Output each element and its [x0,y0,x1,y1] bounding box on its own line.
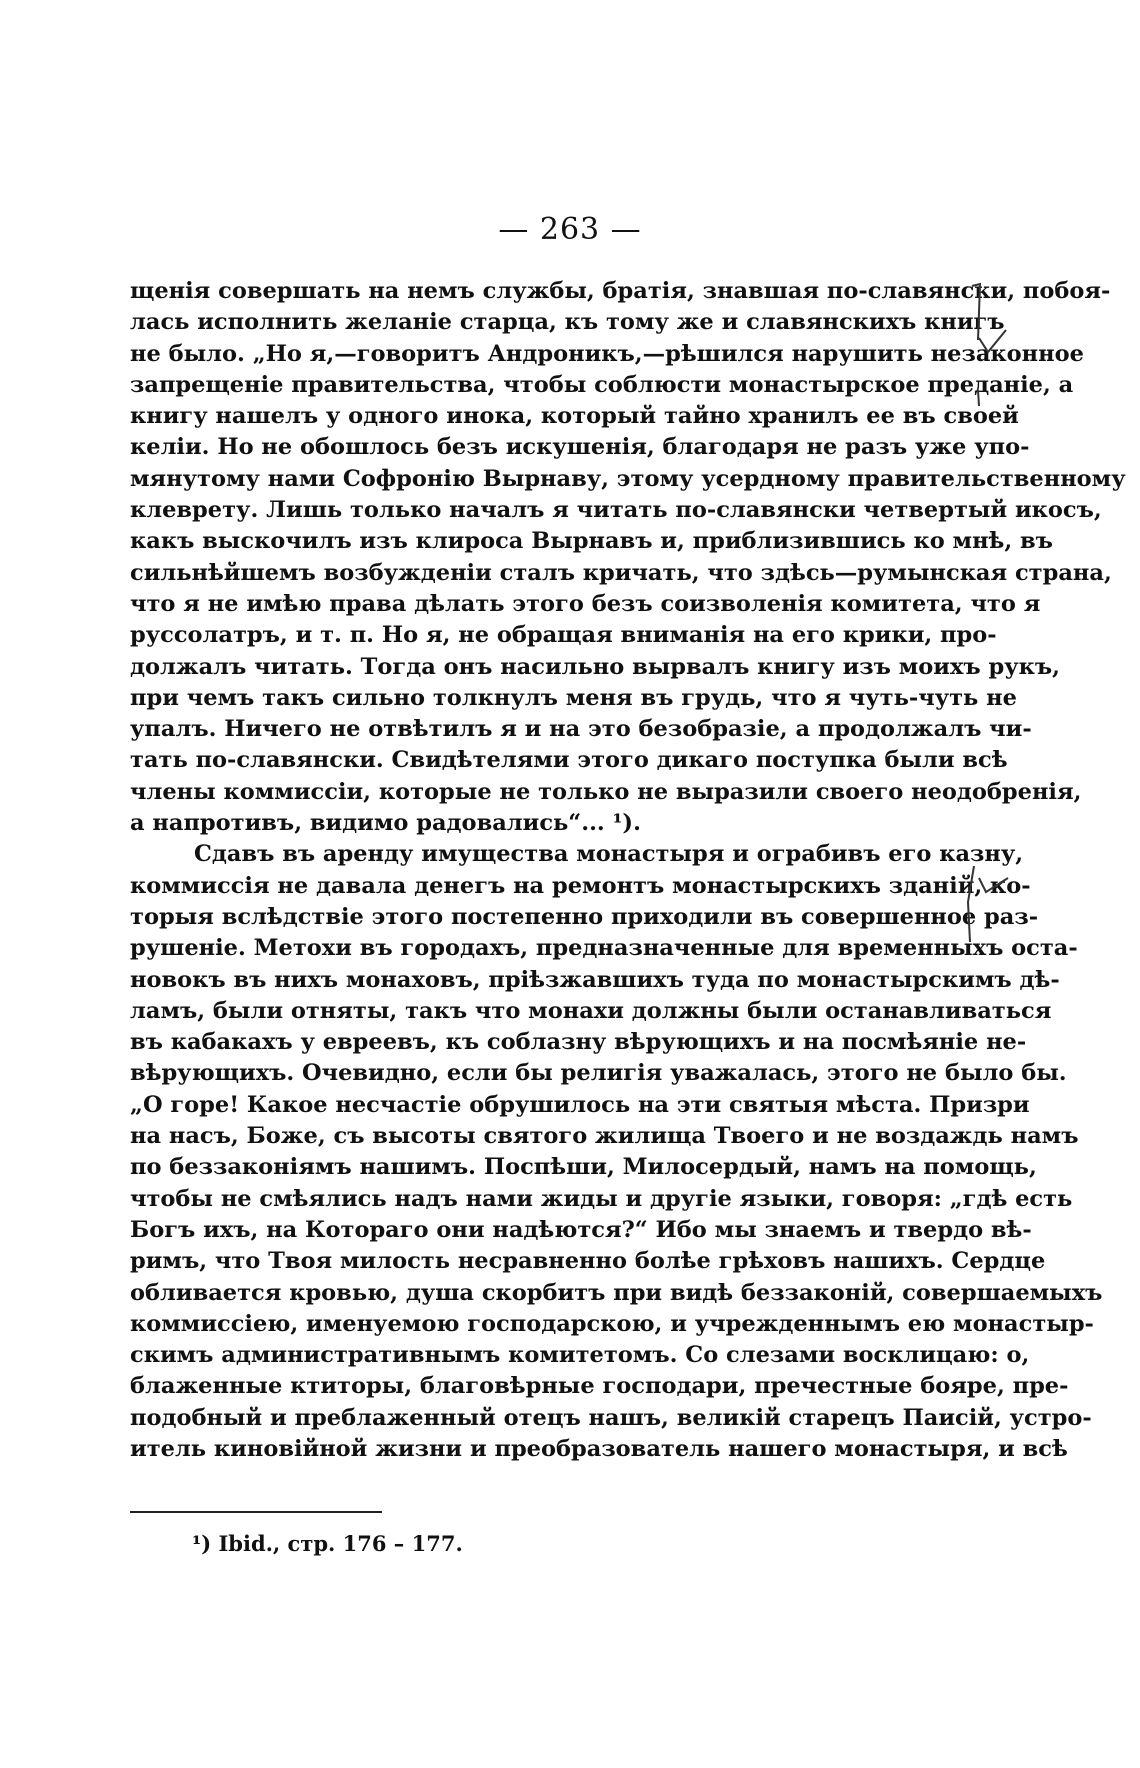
text-line: что я не имѣю права дѣлать этого безъ соизволенія комитета, что я [130,590,1041,617]
text-line: новокъ въ нихъ монаховъ, пріѣзжавшихъ туда по монастырскимъ дѣ- [130,966,1060,993]
text-line: не было. „Но я,—говоритъ Андроникъ,—рѣшился нарушить незаконное [130,340,1084,367]
text-line: чтобы не смѣялись надъ нами жиды и другіе языки, говоря: „гдѣ есть [130,1185,1073,1212]
text-line: римъ, что Твоя милость несравненно болѣе грѣховъ нашихъ. Сердце [130,1248,1046,1275]
footnote [192,1531,463,1556]
text-line: въ кабакахъ у евреевъ, къ соблазну вѣрующихъ и на посмѣяніе не- [130,1029,1027,1056]
text-line: клеврету. Лишь только началъ я читать по-славянски четвертый икосъ, [130,497,1102,524]
text-line: щенія совершать на немъ службы, братія, знавшая по-славянски, побоя- [130,278,1111,304]
text-line: торыя вслѣдствіе этого постепенно приходили въ совершенное раз- [130,903,1039,930]
text-line: мянутому нами Софронію Вырнаву, этому усердному правительственному [130,465,1126,492]
text-line: тать по-славянски. Свидѣтелями этого дикаго поступка были всѣ [130,747,1008,774]
text-line: по беззаконіямъ нашимъ. Поспѣши, Милосердый, намъ на помощь, [130,1154,1037,1181]
footnote-marker: ¹) [192,1531,212,1556]
text-line: руссолатръ, и т. п. Но я, не обращая вниманія на его крики, про- [130,622,997,649]
text-line: на насъ, Боже, съ высоты святого жилища Твоего и не воздаждь намъ [130,1123,1079,1150]
text-line: блаженные ктиторы, благовѣрные господари, пречестные бояре, пре- [130,1373,1069,1400]
text-line: какъ выскочилъ изъ клироса Вырнавъ и, приблизившись ко мнѣ, въ [130,528,1053,555]
footnote-divider [130,1511,382,1513]
text-line: „О горе! Какое несчастіе обрушилось на эти святыя мѣста. Призри [130,1091,1030,1118]
text-line: вѣрующихъ. Очевидно, если бы религія уважалась, этого не было бы. [130,1060,1067,1087]
body-text [130,276,1126,1465]
margin-checkmark [976,326,1010,356]
text-line: Богъ ихъ, на Котораго они надѣются?“ Ибо мы знаемъ и твердо вѣ- [130,1216,1032,1243]
text-line: упалъ. Ничего не отвѣтилъ я и на это безобразіе, а продолжалъ чи- [130,716,1032,743]
text-line: запрещеніе правительства, чтобы соблюсти монастырское преданіе, а [130,371,1074,398]
page-number: — 263 — [498,212,642,247]
text-line: рушеніе. Метохи въ городахъ, предназначенные для временныхъ оста- [130,935,1078,962]
text-line: скимъ административнымъ комитетомъ. Со слезами восклицаю: о, [130,1342,1030,1369]
text-line: должалъ читать. Тогда онъ насильно вырвалъ книгу изъ моихъ рукъ, [130,653,1060,680]
footnote-text: Ibid., стр. 176 – 177. [218,1531,463,1556]
text-line: сильнѣйшемъ возбужденіи сталъ кричать, что здѣсь—румынская страна, [130,559,1112,586]
text-line: обливается кровью, душа скорбитъ при видѣ беззаконій, совершаемыхъ [130,1279,1103,1306]
text-line: книгу нашелъ у одного инока, который тайно хранилъ ее въ своей [130,403,1019,430]
text-line: коммиссія не давала денегъ на ремонтъ монастырскихъ зданій, ко- [130,872,1031,899]
text-line: келіи. Но не обошлось безъ искушенія, благодаря не разъ уже упо- [130,434,1030,461]
text-line: а напротивъ, видимо радовались“... ¹). [130,810,641,837]
text-line: Сдавъ въ аренду имущества монастыря и ограбивъ его казну, [194,841,1024,868]
text-line: подобный и преблаженный отецъ нашъ, великій старецъ Паисій, устро- [130,1404,1092,1431]
text-line: коммиссіею, именуемою господарскою, и учрежденнымъ ею монастыр- [130,1310,1094,1337]
text-line: итель киновійной жизни и преобразователь нашего монастыря, и всѣ [130,1435,1068,1462]
margin-checkmark [976,872,1012,896]
text-line: члены коммиссіи, которые не только не выразили своего неодобренія, [130,778,1082,805]
text-line: лась исполнить желаніе старца, къ тому же и славянскихъ книгъ [130,309,1005,336]
text-line: при чемъ такъ сильно толкнулъ меня въ грудь, что я чуть-чуть не [130,684,1017,711]
text-line: ламъ, были отняты, такъ что монахи должны были останавливаться [130,997,1052,1024]
